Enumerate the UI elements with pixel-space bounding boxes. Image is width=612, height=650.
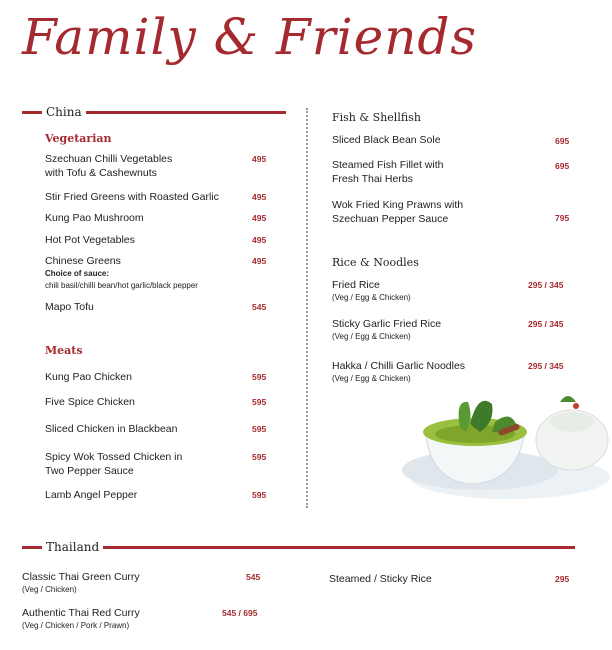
menu-item: Sticky Garlic Fried Rice (Veg / Egg & Chicken) [332, 318, 442, 341]
menu-item: Chinese Greens Choice of sauce: chili basil/chilli bean/hot garlic/black pepper [45, 255, 198, 290]
menu-item: Sliced Black Bean Sole [332, 134, 441, 146]
category-vegetarian: Vegetarian [45, 132, 112, 145]
menu-item: Fried Rice (Veg / Egg & Chicken) [332, 279, 411, 302]
menu-item: Hakka / Chilli Garlic Noodles (Veg / Egg & Chicken) [332, 360, 466, 383]
menu-title: Family & Friends [22, 8, 478, 66]
menu-item: Five Spice Chicken [45, 396, 135, 408]
menu-price: 595 [252, 424, 267, 434]
menu-price: 495 [252, 154, 267, 164]
menu-item: Spicy Wok Tossed Chicken in Two Pepper Sauce [45, 451, 183, 477]
menu-price: 295 / 345 [528, 319, 564, 329]
section-thailand-heading [22, 540, 575, 554]
menu-price: 495 [252, 192, 267, 202]
menu-price: 545 [252, 302, 267, 312]
menu-price: 795 [555, 213, 570, 223]
section-china-label: China [46, 105, 82, 119]
section-thailand-label: Thailand [46, 540, 100, 554]
category-meats: Meats [45, 344, 83, 357]
menu-item: Wok Fried King Prawns with Szechuan Pepper Sauce [332, 199, 464, 225]
menu-price: 595 [252, 372, 267, 382]
menu-price: 595 [252, 452, 267, 462]
green-curry-dish-illustration [400, 382, 612, 507]
menu-price: 695 [555, 161, 570, 171]
menu-price: 595 [252, 397, 267, 407]
menu-price: 295 / 345 [528, 361, 564, 371]
menu-item: Classic Thai Green Curry (Veg / Chicken) [22, 571, 140, 594]
section-china-heading [22, 105, 286, 119]
category-rice-noodles: Rice & Noodles [332, 256, 419, 269]
menu-price: 595 [252, 490, 267, 500]
menu-price: 545 / 695 [222, 608, 258, 618]
menu-item: Mapo Tofu [45, 301, 94, 313]
menu-price: 695 [555, 136, 570, 146]
menu-price: 495 [252, 235, 267, 245]
menu-item: Kung Pao Chicken [45, 371, 132, 383]
menu-price: 295 [555, 574, 570, 584]
menu-price: 495 [252, 256, 267, 266]
column-divider [306, 108, 308, 508]
menu-price: 495 [252, 213, 267, 223]
category-fish-shellfish: Fish & Shellfish [332, 111, 421, 124]
menu-item: Hot Pot Vegetables [45, 234, 135, 246]
menu-item: Authentic Thai Red Curry (Veg / Chicken / Pork / Prawn) [22, 607, 140, 630]
menu-price: 545 [246, 572, 261, 582]
menu-item: Lamb Angel Pepper [45, 489, 138, 501]
menu-price: 295 / 345 [528, 280, 564, 290]
menu-item: Kung Pao Mushroom [45, 212, 144, 224]
menu-item: Stir Fried Greens with Roasted Garlic [45, 191, 219, 203]
menu-item: Steamed / Sticky Rice [329, 573, 432, 585]
menu-item: Steamed Fish Fillet with Fresh Thai Herbs [332, 159, 444, 185]
menu-item: Szechuan Chilli Vegetables with Tofu & Cashewnuts [45, 153, 173, 179]
menu-item: Sliced Chicken in Blackbean [45, 423, 178, 435]
